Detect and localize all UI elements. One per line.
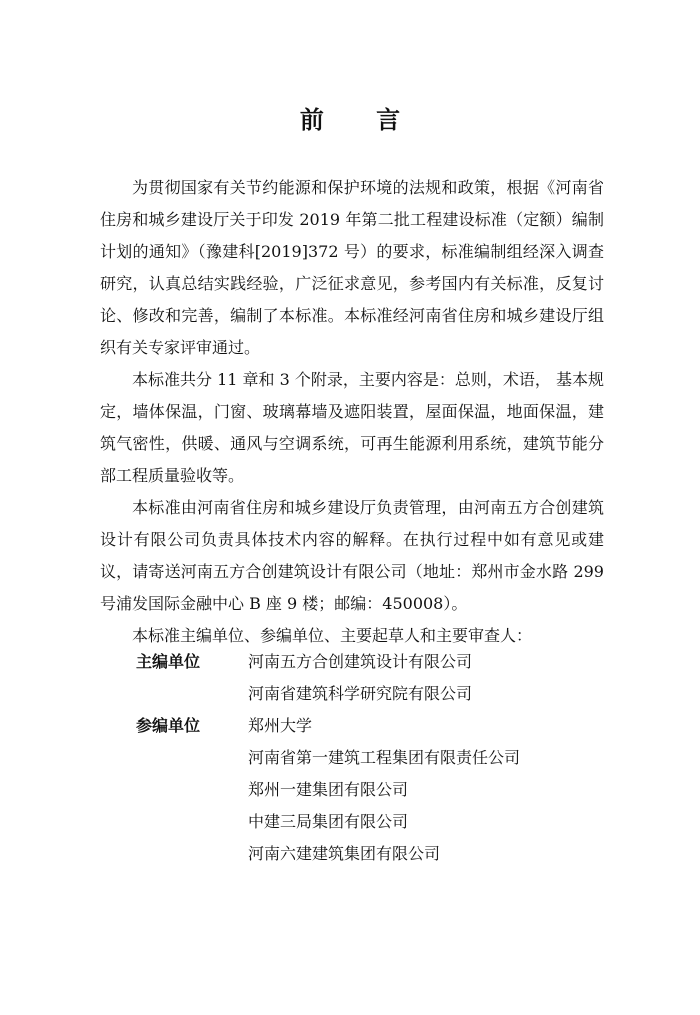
participating-units-label: 参编单位 [136, 716, 201, 735]
participating-unit-row [136, 838, 616, 870]
chief-unit-row [136, 678, 616, 710]
preface-body [100, 172, 604, 652]
page-title: 前 言 [299, 106, 423, 134]
participating-unit-name: 郑州一建集团有限公司 [248, 780, 409, 799]
participating-unit-row [136, 806, 616, 838]
paragraph-background: 为贯彻国家有关节约能源和保护环境的法规和政策，根据《河南省住房和城乡建设厅关于印发 2019 年第二批工程建设标准（定额）编制计划的通知》（豫建科[2019]372 号）的要求，标准编制组经深入调查研究，认真总结实践经验，广泛征求意见，参考国内有关标准，反复讨论、修改和完善，编制了本标准。本标准经河南省住房和城乡建设厅组织有关专家评审通过。 [100, 178, 604, 357]
chief-unit-name: 河南五方合创建筑设计有限公司 [248, 652, 473, 671]
paragraph-management: 本标准由河南省住房和城乡建设厅负责管理，由河南五方合创建筑设计有限公司负责具体技术内容的解释。在执行过程中如有意见或建议，请寄送河南五方合创建筑设计有限公司（地址：郑州市金水路 299 号浦发国际金融中心 B 座 9 楼；邮编：450008）。 [100, 498, 604, 613]
units-list [136, 646, 616, 870]
participating-unit-row [136, 710, 616, 742]
participating-unit-row [136, 774, 616, 806]
participating-unit-row [136, 742, 616, 774]
participating-unit-name: 郑州大学 [248, 716, 313, 735]
chief-units-label: 主编单位 [136, 652, 201, 671]
participating-unit-name: 河南省第一建筑工程集团有限责任公司 [248, 748, 521, 767]
chief-unit-row [136, 646, 616, 678]
participating-unit-name: 河南六建建筑集团有限公司 [248, 844, 441, 863]
paragraph-contents: 本标准共分 11 章和 3 个附录，主要内容是：总则，术语， 基本规定，墙体保温，门窗、玻璃幕墙及遮阳装置，屋面保温，地面保温，建筑气密性，供暖、通风与空调系统，可再生能源利用系统，建筑节能分部工程质量验收等。 [100, 370, 604, 485]
paragraph-units-intro: 本标准主编单位、参编单位、主要起草人和主要审查人： [132, 626, 533, 645]
participating-unit-name: 中建三局集团有限公司 [248, 812, 409, 831]
chief-unit-name: 河南省建筑科学研究院有限公司 [248, 684, 473, 703]
